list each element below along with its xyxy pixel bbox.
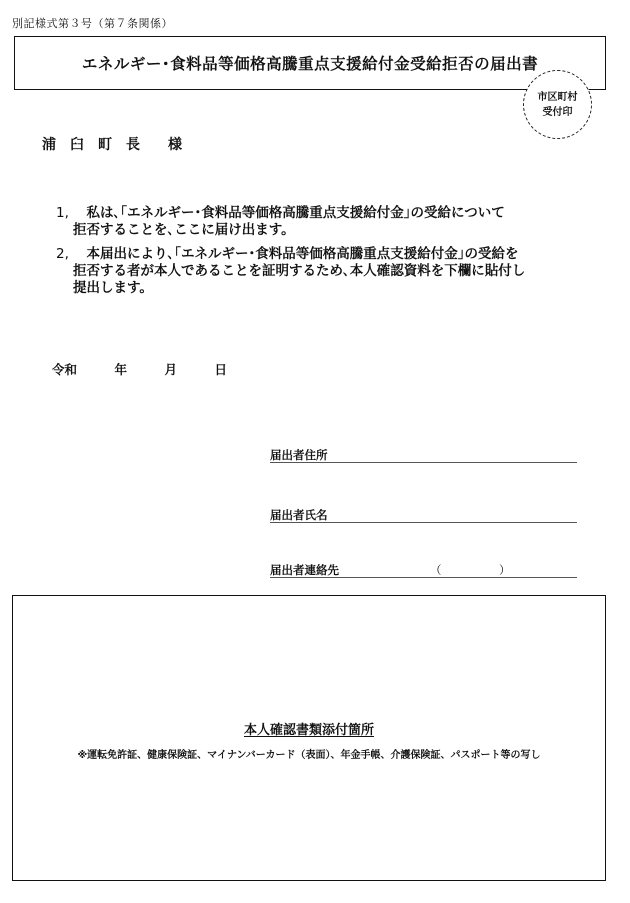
document-title: エネルギー･食料品等価格高騰重点支援給付金受給拒否の届出書 [81,55,539,73]
contact-field[interactable] [270,562,577,578]
statement-item [56,205,596,241]
form-number: 別記様式第３号（第７条関係） [12,17,173,30]
stamp-label-line1: 市区町村 [537,92,578,103]
statement-number: 1, [56,205,69,221]
name-field[interactable] [270,507,577,523]
contact-parentheses: （ ） [430,563,511,577]
address-field[interactable] [270,447,577,463]
contact-label: 届出者連絡先 [270,563,339,577]
statement-item [56,246,596,300]
name-label: 届出者氏名 [270,508,328,522]
recipient: 浦 臼 町 長 様 [42,137,182,153]
reception-stamp-area [523,70,592,139]
date-line: 令和 年 月 日 [52,362,228,377]
stamp-label-line2: 受付印 [542,107,573,118]
address-label: 届出者住所 [270,448,328,462]
statement-number: 2, [56,246,69,262]
attachment-title: 本人確認書類添付箇所 [243,723,374,738]
statement-text: 本届出により､｢エネルギー･食料品等価格高騰重点支援給付金｣の受給を 拒否する者が本人であることを証明するため､本人確認資料を下欄に貼付し 提出します。 [73,246,526,296]
attachment-note: ※運転免許証、健康保険証、マイナンバーカード（表面）、年金手帳、介護保険証、パスポート等の写し [77,750,541,761]
statement-text: 私は､｢エネルギー･食料品等価格高騰重点支援給付金｣の受給について 拒否することを､ここに届け出ます。 [73,205,505,238]
id-document-attachment-area [12,595,606,881]
title-box [14,36,606,90]
